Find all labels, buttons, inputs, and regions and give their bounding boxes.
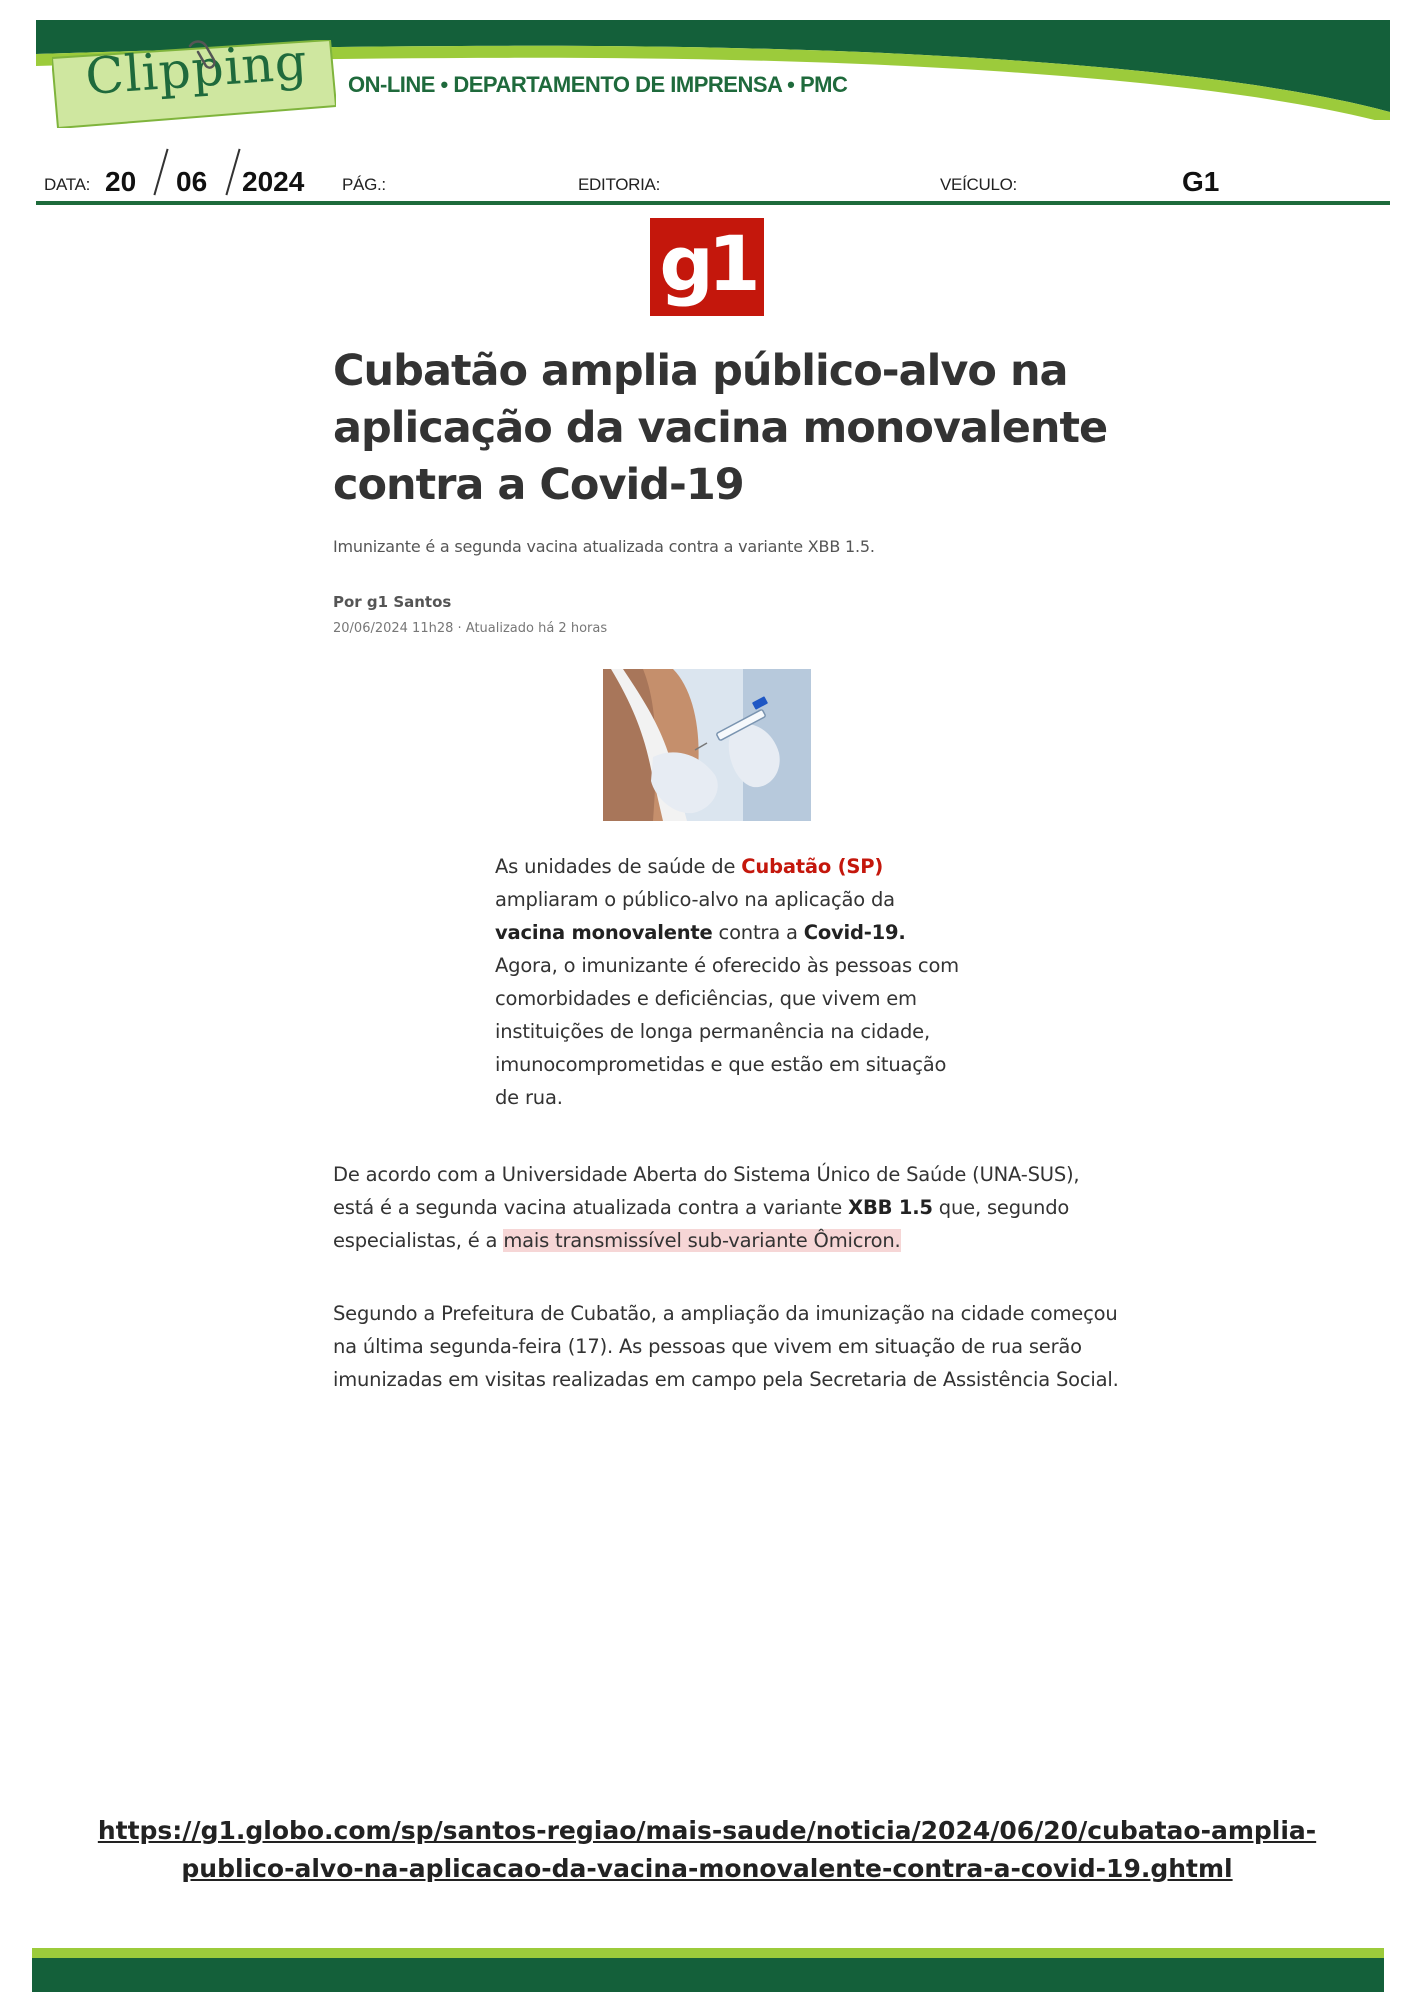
article-byline: Por g1 Santos xyxy=(333,593,452,611)
paragraph-text: ampliaram o público-alvo na aplicação da xyxy=(495,888,895,911)
data-label: DATA: xyxy=(44,175,91,194)
vaccination-photo xyxy=(603,669,811,821)
footer-band-light xyxy=(32,1948,1384,1958)
clipping-logo: Clipping xyxy=(83,32,310,106)
article-timestamp: 20/06/2024 11h28 · Atualizado há 2 horas xyxy=(333,621,608,636)
paperclip-icon xyxy=(184,38,224,74)
g1-logo: g1 xyxy=(650,218,764,316)
paragraph-text: contra a xyxy=(712,921,804,944)
highlighted-link[interactable]: mais transmissível sub-variante Ômicron. xyxy=(503,1229,901,1252)
date-separator xyxy=(153,149,168,196)
article-headline: Cubatão amplia público-alvo na aplicação da vacina monovalente contra a Covid-19 xyxy=(333,346,1108,510)
bold-text: vacina monovalente xyxy=(495,921,713,944)
article-paragraph xyxy=(495,850,965,1114)
veiculo-label: VEÍCULO: xyxy=(940,175,1017,194)
city-link[interactable]: Cubatão (SP) xyxy=(741,855,884,878)
article-paragraph: Segundo a Prefeitura de Cubatão, a ampliação da imunização na cidade começou na última segunda-feira (17). As pessoas que vivem em situação de rua serão imunizadas em visitas realizadas em campo pela Secretaria de Assistência Social. xyxy=(333,1302,1119,1391)
veiculo-value: G1 xyxy=(1182,166,1220,197)
editoria-label: EDITORIA: xyxy=(578,175,661,194)
source-url-line[interactable]: publico-alvo-na-aplicacao-da-vacina-monovalente-contra-a-covid-19.ghtml xyxy=(181,1854,1233,1883)
footer-band-dark xyxy=(32,1958,1384,1992)
article-subheadline: Imunizante é a segunda vacina atualizada contra a variante XBB 1.5. xyxy=(333,537,875,556)
bold-text: XBB 1.5 xyxy=(848,1196,933,1219)
paragraph-text: que, segundo especialistas, é a xyxy=(333,1196,1070,1252)
pag-label: PÁG.: xyxy=(342,175,386,194)
date-day: 20 xyxy=(105,166,137,197)
date-month: 06 xyxy=(176,166,208,197)
article-paragraph xyxy=(333,1158,1123,1257)
paragraph-text: De acordo com a Universidade Aberta do Sistema Único de Saúde (UNA-SUS), está é a segunda vacina atualizada contra a variante xyxy=(333,1163,1080,1219)
source-url-line[interactable]: https://g1.globo.com/sp/santos-regiao/mais-saude/noticia/2024/06/20/cubatao-amplia- xyxy=(97,1816,1317,1845)
meta-divider xyxy=(36,201,1390,205)
bold-text: Covid-19. xyxy=(803,921,906,944)
paragraph-text: Agora, o imunizante é oferecido às pessoas com comorbidades e deficiências, que vivem em instituições de longa permanência na cidade, imunocomprometidas e que estão em situação de rua. xyxy=(495,954,959,1109)
date-year: 2024 xyxy=(242,166,305,197)
date-separator xyxy=(225,149,240,196)
source-url-link[interactable] xyxy=(80,1812,1334,1888)
paragraph-text: As unidades de saúde de xyxy=(495,855,742,878)
header-subtitle: ON-LINE • DEPARTAMENTO DE IMPRENSA • PMC xyxy=(348,72,848,97)
